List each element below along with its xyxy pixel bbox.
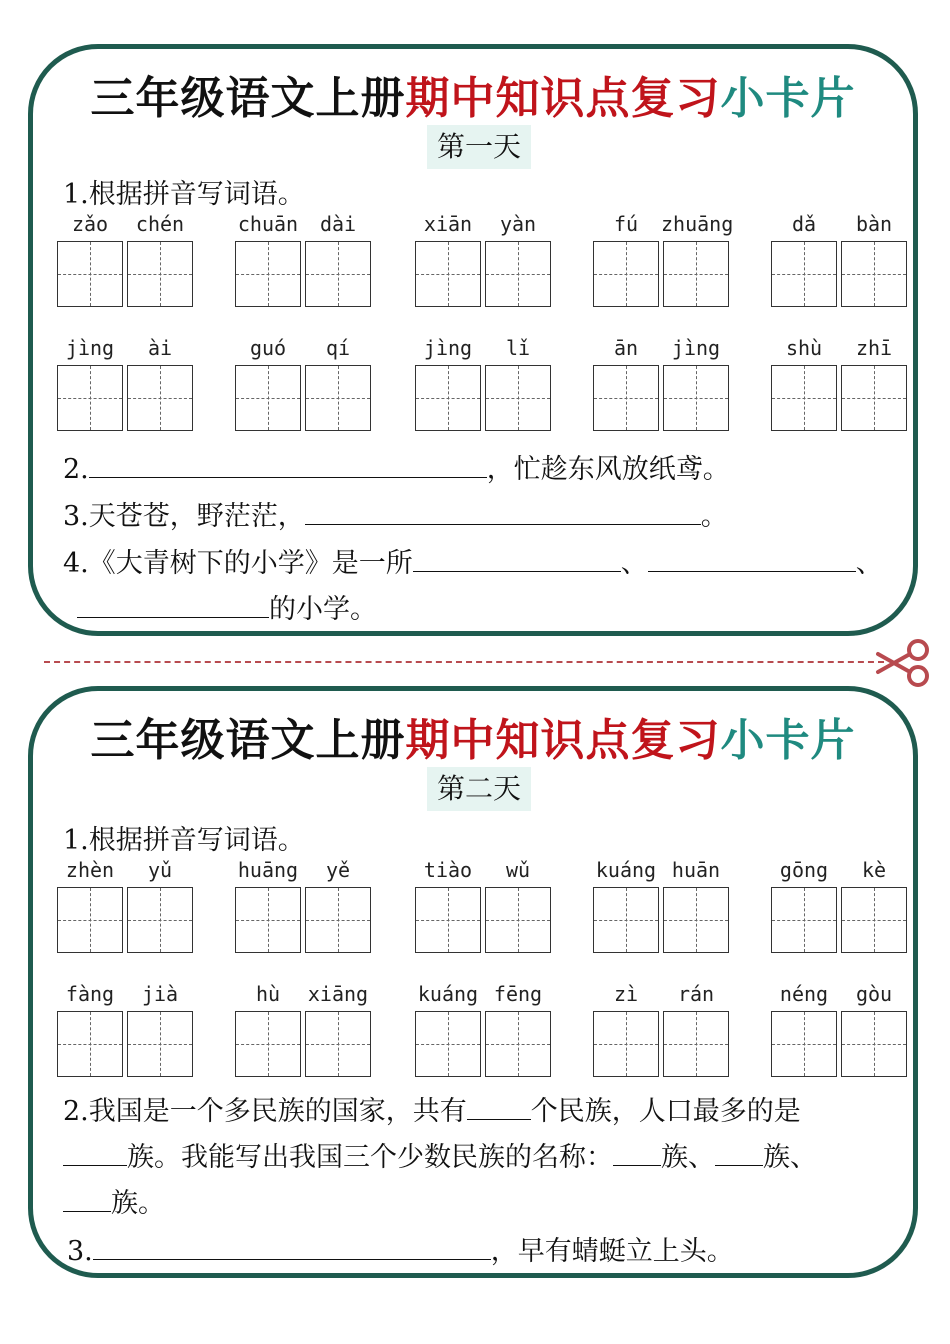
- writing-grid-box[interactable]: [841, 241, 907, 307]
- pinyin-syllable: néng: [779, 982, 829, 1006]
- pinyin-word: [55, 981, 195, 1085]
- cut-line: [44, 661, 884, 663]
- writing-grid-box[interactable]: [485, 241, 551, 307]
- writing-grid-box[interactable]: [841, 365, 907, 431]
- question-2: [63, 1089, 801, 1132]
- writing-grid-box[interactable]: [771, 365, 837, 431]
- pinyin-syllable: jià: [141, 982, 179, 1006]
- answer-blank[interactable]: [648, 541, 856, 572]
- scissors-icon: [874, 638, 936, 688]
- question-text: 族、: [661, 1142, 715, 1173]
- pinyin-syllable: guó: [249, 336, 287, 360]
- question-1: 1.根据拼音写词语。: [63, 179, 305, 210]
- pinyin-syllable: dài: [319, 212, 357, 236]
- title-part-grade: 三年级语文上册: [90, 73, 406, 124]
- pinyin-syllable: zhuāng: [661, 212, 734, 236]
- pinyin-syllable: ài: [147, 336, 173, 360]
- question-text: 3.天苍苍，野茫茫，: [63, 501, 305, 532]
- question-2-cont2: [63, 1181, 165, 1224]
- question-2-cont: [63, 1135, 817, 1178]
- pinyin-word: [233, 211, 373, 315]
- question-text: 2.我国是一个多民族的国家，共有: [63, 1096, 467, 1127]
- separator: 、: [855, 548, 883, 579]
- pinyin-syllable: qí: [325, 336, 351, 360]
- question-3: [63, 494, 728, 537]
- pinyin-syllable: gòu: [855, 982, 893, 1006]
- writing-grid-box[interactable]: [57, 365, 123, 431]
- answer-blank[interactable]: [89, 447, 487, 478]
- writing-grid-box[interactable]: [235, 887, 301, 953]
- title-part-grade: 三年级语文上册: [90, 715, 406, 766]
- pinyin-syllable: zǎo: [71, 212, 109, 236]
- question-1: 1.根据拼音写词语。: [63, 825, 305, 856]
- writing-grid-box[interactable]: [593, 1011, 659, 1077]
- pinyin-syllable: rán: [677, 982, 715, 1006]
- writing-grid-box[interactable]: [663, 365, 729, 431]
- pinyin-syllable: ān: [613, 336, 639, 360]
- question-4: [63, 541, 883, 584]
- day-label: 第一天: [427, 125, 531, 169]
- pinyin-syllable: hù: [255, 982, 281, 1006]
- pinyin-syllable: bàn: [855, 212, 893, 236]
- pinyin-word: [233, 335, 373, 439]
- pinyin-syllable: kuáng: [595, 858, 657, 882]
- pinyin-word: [591, 211, 734, 315]
- pinyin-syllable: yě: [325, 858, 351, 882]
- question-text: 个民族，人口最多的是: [530, 1096, 801, 1127]
- question-number: 3.: [67, 1236, 93, 1267]
- writing-grid-box[interactable]: [305, 365, 371, 431]
- writing-grid-box[interactable]: [663, 241, 729, 307]
- pinyin-syllable: jìng: [65, 336, 115, 360]
- writing-grid-box[interactable]: [771, 887, 837, 953]
- writing-grid-box[interactable]: [593, 365, 659, 431]
- title-part-review: 期中知识点复习: [405, 715, 721, 766]
- review-card-day-2: [28, 686, 918, 1278]
- writing-grid-box[interactable]: [485, 365, 551, 431]
- writing-grid-box[interactable]: [415, 365, 481, 431]
- pinyin-syllable: lǐ: [505, 336, 531, 360]
- separator: 、: [620, 548, 648, 579]
- question-text: 族、: [763, 1142, 817, 1173]
- pinyin-syllable: yǔ: [147, 858, 173, 882]
- answer-blank[interactable]: [467, 1089, 531, 1120]
- pinyin-word: [413, 211, 553, 315]
- pinyin-syllable: kè: [861, 858, 887, 882]
- question-2: [63, 447, 730, 490]
- writing-grid-box[interactable]: [771, 1011, 837, 1077]
- pinyin-word: [55, 857, 195, 961]
- pinyin-syllable: yàn: [499, 212, 537, 236]
- writing-grid-box[interactable]: [235, 241, 301, 307]
- question-text: 。: [700, 501, 728, 532]
- answer-blank[interactable]: [613, 1135, 661, 1166]
- question-4-cont: [77, 587, 377, 630]
- answer-blank[interactable]: [63, 1181, 111, 1212]
- writing-grid-box[interactable]: [485, 1011, 551, 1077]
- pinyin-syllable: xiān: [423, 212, 473, 236]
- writing-grid-box[interactable]: [415, 241, 481, 307]
- pinyin-syllable: chuān: [237, 212, 299, 236]
- writing-grid-box[interactable]: [593, 241, 659, 307]
- pinyin-syllable: huāng: [237, 858, 299, 882]
- writing-grid-box[interactable]: [57, 241, 123, 307]
- pinyin-word: [769, 981, 909, 1085]
- writing-grid-box[interactable]: [235, 365, 301, 431]
- writing-grid-box[interactable]: [841, 887, 907, 953]
- pinyin-word: [55, 211, 195, 315]
- question-text: ，忙趁东风放纸鸢。: [486, 454, 730, 485]
- writing-grid-box[interactable]: [593, 887, 659, 953]
- writing-grid-box[interactable]: [305, 1011, 371, 1077]
- pinyin-syllable: wǔ: [505, 858, 531, 882]
- pinyin-syllable: tiào: [423, 858, 473, 882]
- pinyin-syllable: dǎ: [791, 212, 817, 236]
- writing-grid-box[interactable]: [485, 887, 551, 953]
- writing-grid-box[interactable]: [57, 887, 123, 953]
- pinyin-word: [591, 335, 731, 439]
- question-text: 族。我能写出我国三个少数民族的名称：: [127, 1142, 613, 1173]
- pinyin-syllable: shù: [785, 336, 823, 360]
- writing-grid-box[interactable]: [127, 887, 193, 953]
- card-title: [33, 71, 913, 127]
- question-text: 族。: [111, 1188, 165, 1219]
- pinyin-syllable: zì: [613, 982, 639, 1006]
- writing-grid-box[interactable]: [305, 887, 371, 953]
- pinyin-word: [233, 857, 373, 961]
- review-card-day-1: [28, 44, 918, 636]
- answer-blank[interactable]: [305, 494, 701, 525]
- pinyin-syllable: huān: [671, 858, 721, 882]
- pinyin-syllable: zhèn: [65, 858, 115, 882]
- writing-grid-box[interactable]: [57, 1011, 123, 1077]
- writing-grid-box[interactable]: [415, 1011, 481, 1077]
- answer-blank[interactable]: [63, 1135, 127, 1166]
- question-text: ，早有蜻蜓立上头。: [490, 1236, 734, 1267]
- pinyin-word: [413, 981, 553, 1085]
- pinyin-syllable: chén: [135, 212, 185, 236]
- pinyin-word: [591, 857, 731, 961]
- day-label: 第二天: [427, 767, 531, 811]
- writing-grid-box[interactable]: [771, 241, 837, 307]
- writing-grid-box[interactable]: [415, 887, 481, 953]
- writing-grid-box[interactable]: [663, 887, 729, 953]
- writing-grid-box[interactable]: [127, 1011, 193, 1077]
- question-text: 4.《大青树下的小学》是一所: [63, 548, 413, 579]
- writing-grid-box[interactable]: [235, 1011, 301, 1077]
- pinyin-syllable: xiāng: [307, 982, 369, 1006]
- pinyin-syllable: gōng: [779, 858, 829, 882]
- pinyin-word: [769, 211, 909, 315]
- pinyin-word: [769, 857, 909, 961]
- title-part-review: 期中知识点复习: [405, 73, 721, 124]
- pinyin-word: [769, 335, 909, 439]
- question-3: [67, 1229, 734, 1272]
- pinyin-word: [413, 335, 553, 439]
- pinyin-syllable: fēng: [493, 982, 543, 1006]
- writing-grid-box[interactable]: [127, 241, 193, 307]
- pinyin-word: [233, 981, 373, 1085]
- writing-grid-box[interactable]: [663, 1011, 729, 1077]
- pinyin-syllable: fú: [613, 212, 639, 236]
- answer-blank[interactable]: [93, 1229, 491, 1260]
- writing-grid-box[interactable]: [841, 1011, 907, 1077]
- answer-blank[interactable]: [77, 587, 269, 618]
- pinyin-word: [413, 857, 553, 961]
- title-part-card: 小卡片: [720, 715, 856, 766]
- pinyin-syllable: kuáng: [417, 982, 479, 1006]
- question-text: 的小学。: [269, 594, 377, 625]
- pinyin-syllable: jìng: [671, 336, 721, 360]
- question-number: 2.: [63, 454, 89, 485]
- pinyin-syllable: jìng: [423, 336, 473, 360]
- pinyin-syllable: zhī: [855, 336, 893, 360]
- pinyin-word: [55, 335, 195, 439]
- pinyin-word: [591, 981, 731, 1085]
- answer-blank[interactable]: [715, 1135, 763, 1166]
- card-title: [33, 713, 913, 769]
- pinyin-syllable: fàng: [65, 982, 115, 1006]
- title-part-card: 小卡片: [720, 73, 856, 124]
- writing-grid-box[interactable]: [305, 241, 371, 307]
- writing-grid-box[interactable]: [127, 365, 193, 431]
- answer-blank[interactable]: [413, 541, 621, 572]
